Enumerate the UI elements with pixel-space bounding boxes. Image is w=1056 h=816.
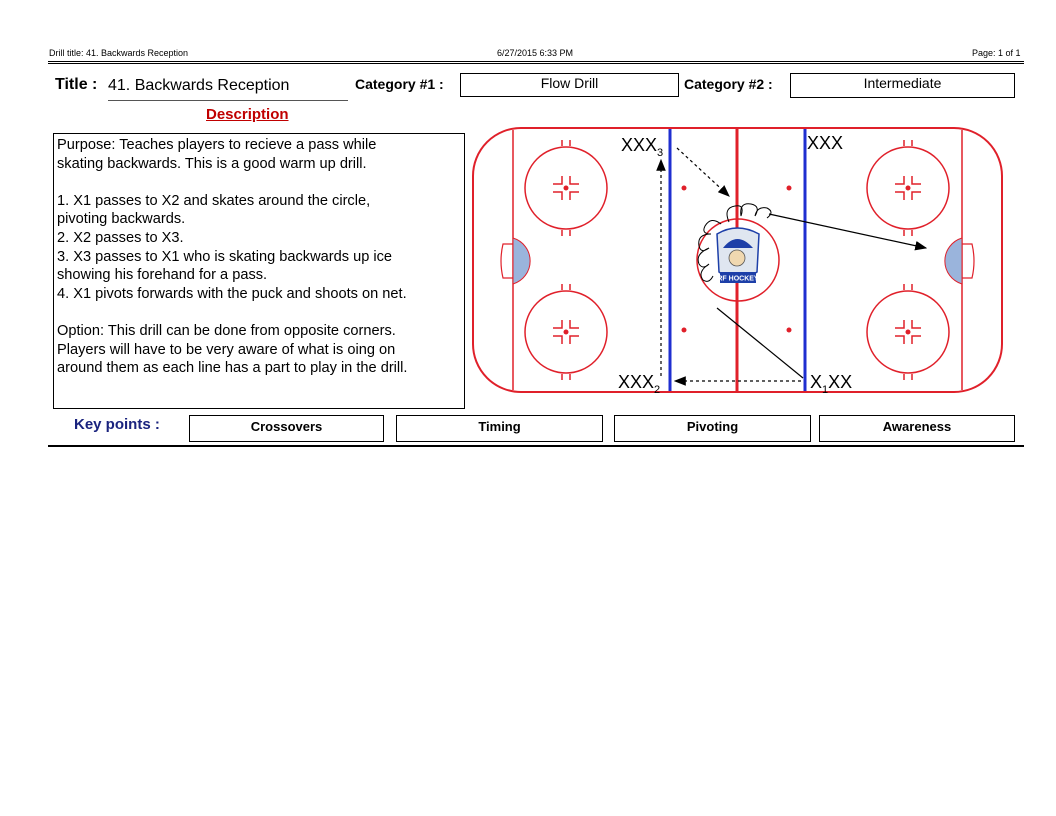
title-label: Title : bbox=[55, 76, 98, 93]
description-box bbox=[53, 133, 465, 409]
description-line: 1. X1 passes to X2 and skates around the circle, bbox=[57, 192, 371, 209]
description-line: around them as each line has a part to play in the drill. bbox=[57, 360, 408, 377]
neutral-dot bbox=[787, 186, 792, 191]
player-subscript: 2 bbox=[654, 384, 661, 396]
description-heading: Description bbox=[206, 106, 289, 123]
key-points-label: Key points : bbox=[74, 416, 160, 433]
hockey-helmet-logo bbox=[717, 228, 759, 283]
category1-label: Category #1 : bbox=[355, 76, 444, 92]
description-line: 2. X2 passes to X3. bbox=[57, 229, 184, 246]
logo-text: RF HOCKEY bbox=[717, 275, 759, 283]
description-line: skating backwards. This is a good warm up drill. bbox=[57, 155, 367, 172]
title-field: 41. Backwards Reception bbox=[108, 74, 348, 101]
header-rule bbox=[48, 61, 1024, 62]
category2-label: Category #2 : bbox=[684, 76, 773, 92]
key-point-box: Crossovers bbox=[189, 415, 384, 442]
key-point-box: Awareness bbox=[819, 415, 1015, 442]
description-line: Option: This drill can be done from opposite corners. bbox=[57, 322, 396, 339]
player-label: XXX bbox=[618, 372, 655, 392]
description-line: 4. X1 pivots forwards with the puck and shoots on net. bbox=[57, 285, 407, 302]
key-point-box: Pivoting bbox=[614, 415, 811, 442]
player-label: X bbox=[810, 372, 823, 392]
footer-rule bbox=[48, 445, 1024, 447]
description-line: Purpose: Teaches players to recieve a pass while bbox=[57, 137, 377, 153]
player-subscript: 1 bbox=[822, 384, 829, 396]
player-label: XXX bbox=[621, 135, 658, 155]
neutral-dot bbox=[787, 328, 792, 333]
player-group-top-right: XXX bbox=[807, 133, 844, 153]
rink-diagram bbox=[471, 126, 1005, 396]
neutral-dot bbox=[682, 186, 687, 191]
header-rule-double bbox=[48, 63, 1024, 64]
description-line: Players will have to be very aware of what is oing on bbox=[57, 341, 396, 358]
description-line: 3. X3 passes to X1 who is skating backwards up ice bbox=[57, 248, 393, 265]
player-subscript: 3 bbox=[657, 147, 664, 159]
neutral-dot bbox=[682, 328, 687, 333]
blank-line bbox=[57, 173, 461, 192]
description-line: showing his forehand for a pass. bbox=[57, 267, 268, 284]
description-line: pivoting backwards. bbox=[57, 211, 186, 228]
player-label: XX bbox=[828, 372, 853, 392]
drill-title-header: Drill title: 41. Backwards Reception bbox=[49, 48, 189, 58]
category2-field: Intermediate bbox=[790, 73, 1015, 98]
print-datetime: 6/27/2015 6:33 PM bbox=[497, 48, 574, 58]
category1-field: Flow Drill bbox=[460, 73, 679, 97]
blank-line bbox=[57, 303, 461, 322]
page-number: Page: 1 of 1 bbox=[972, 48, 1021, 58]
key-point-box: Timing bbox=[396, 415, 603, 442]
